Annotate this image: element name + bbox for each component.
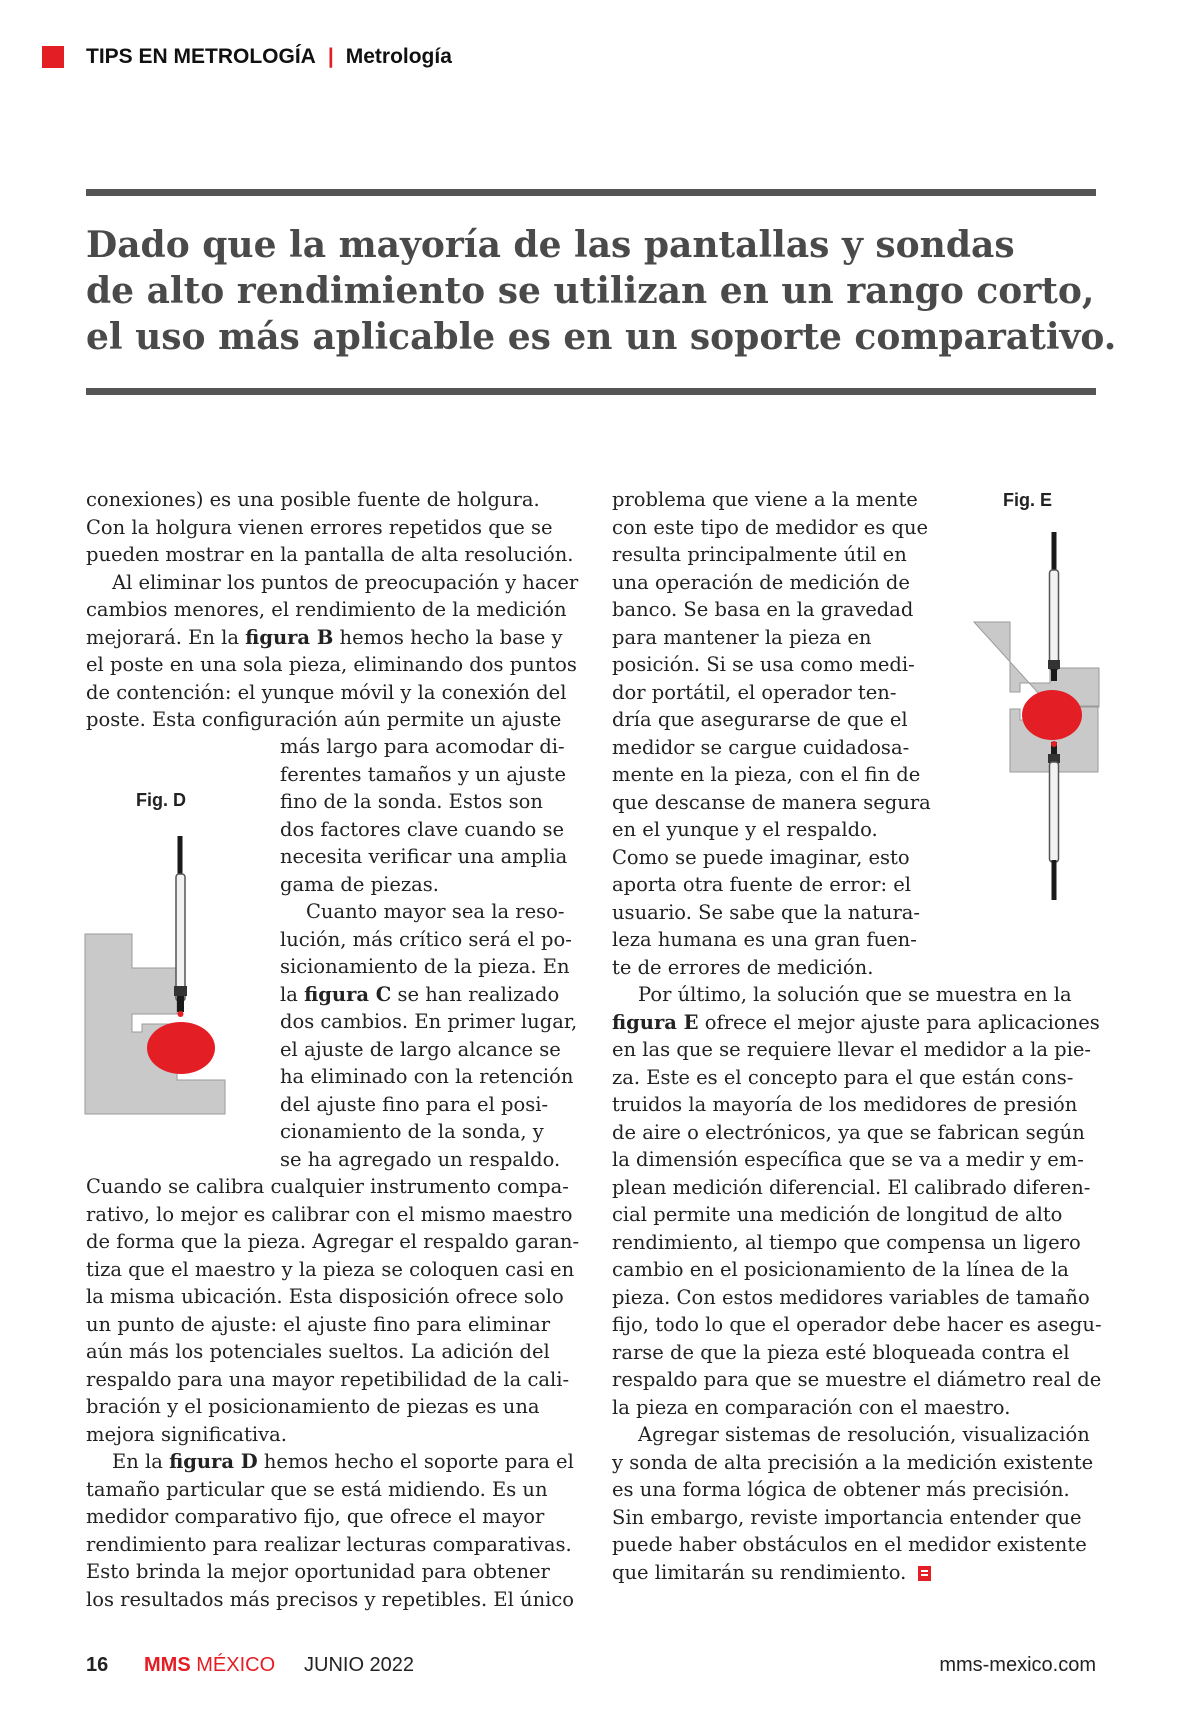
- figure-e-reference: figura E: [612, 1010, 699, 1034]
- figure-d-reference: figura D: [169, 1450, 258, 1473]
- text-span: que limitarán su rendimiento.: [612, 1560, 907, 1584]
- text-line: Esto brinda la mejor oportunidad para obtener: [86, 1560, 550, 1583]
- website-url: mms-mexico.com: [939, 1654, 1096, 1676]
- workpiece: [1022, 690, 1082, 740]
- pullquote-top-rule: [86, 189, 1096, 196]
- text-line: el ajuste de largo alcance se: [280, 1037, 561, 1061]
- text-line: rativo, lo mejor es calibrar con el mismo maestro: [86, 1202, 573, 1226]
- pullquote-line: de alto rendimiento se utilizan en un rango corto,: [86, 270, 1095, 312]
- text-line: cionamiento de la sonda, y: [280, 1120, 544, 1143]
- text-line: y sonda de alta precisión a la medición existente: [612, 1450, 1094, 1474]
- text-line: [612, 1559, 1112, 1587]
- upper-probe-collar: [1048, 660, 1060, 669]
- pullquote-line: el uso más aplicable es en un soporte comparativo.: [86, 316, 1117, 358]
- text-line: que descanse de manera segura: [612, 790, 931, 814]
- brand-bold: MMS: [144, 1654, 191, 1676]
- page-footer: [86, 1654, 1096, 1684]
- text-span: hemos hecho el soporte para el: [263, 1450, 574, 1473]
- text-line: ha eliminado con la retención: [280, 1065, 574, 1088]
- text-line: medidor se cargue cuidadosa-: [612, 735, 910, 759]
- probe-body: [176, 874, 185, 1001]
- text-line: dor portátil, el operador ten-: [612, 680, 897, 704]
- text-line: Por último, la solución que se muestra en la: [638, 983, 1072, 1006]
- text-line: rendimiento, al tiempo que compensa un ligero: [612, 1230, 1081, 1254]
- text-line: la pieza en comparación con el maestro.: [612, 1395, 1011, 1419]
- text-line: cial permite una medición de longitud de alto: [612, 1203, 1063, 1226]
- text-line: [86, 624, 586, 652]
- text-line: dos cambios. En primer lugar,: [280, 1010, 578, 1033]
- text-line: truidos la mayoría de los medidores de presión: [612, 1093, 1078, 1116]
- text-line: medidor comparativo fijo, que ofrece el mayor: [86, 1505, 545, 1528]
- text-line: Agregar sistemas de resolución, visualización: [638, 1423, 1090, 1446]
- text-line: los resultados más precisos y repetibles. El único: [86, 1587, 575, 1611]
- text-line: la misma ubicación. Esta disposición ofrece solo: [86, 1285, 564, 1308]
- text-line: Con la holgura vienen errores repetidos que se: [86, 515, 553, 539]
- text-line: necesita verificar una amplia: [280, 845, 568, 868]
- text-line: para mantener la pieza en: [612, 625, 872, 649]
- text-line: un punto de ajuste: el ajuste fino para eliminar: [86, 1312, 551, 1336]
- text-line: te de errores de medición.: [612, 955, 874, 979]
- text-line: conexiones) es una posible fuente de holgura.: [86, 488, 540, 511]
- text-span: mejorará. En la: [86, 625, 239, 649]
- text-line: pueden mostrar en la pantalla de alta resolución.: [86, 543, 574, 566]
- text-line: respaldo para una mayor repetibilidad de la cali-: [86, 1367, 570, 1391]
- header-category: Metrología: [345, 45, 452, 68]
- text-span: hemos hecho la base y: [339, 625, 563, 649]
- section-marker-icon: [42, 46, 64, 68]
- text-line: [86, 1448, 586, 1476]
- gauge-frame: [85, 934, 225, 1114]
- lower-probe-body: [1050, 762, 1059, 862]
- text-line: una operación de medición de: [612, 570, 910, 594]
- text-line: cambio en el posicionamiento de la línea de la: [612, 1258, 1069, 1281]
- text-line: fino de la sonda. Estos son: [280, 790, 543, 813]
- end-of-article-icon: [918, 1566, 931, 1581]
- probe-contact: [178, 1011, 184, 1017]
- text-line: el poste en una sola pieza, eliminando dos puntos: [86, 653, 577, 676]
- text-line: de forma que la pieza. Agregar el respaldo garan-: [86, 1230, 580, 1253]
- text-line: rendimiento para realizar lecturas comparativas.: [86, 1532, 572, 1556]
- text-line: za. Este es el concepto para el que están cons-: [612, 1065, 1074, 1089]
- text-line: usuario. Se sabe que la natura-: [612, 900, 921, 924]
- text-line: resulta principalmente útil en: [612, 543, 907, 566]
- figure-c-reference: figura C: [304, 982, 392, 1006]
- text-line: tamaño particular que se está midiendo. Es un: [86, 1477, 548, 1501]
- issue-date: JUNIO 2022: [304, 1654, 415, 1676]
- text-line: de aire o electrónicos, ya que se fabrican según: [612, 1120, 1085, 1144]
- text-line: la dimensión específica que se va a medir y em-: [612, 1148, 1084, 1171]
- text-line: Al eliminar los puntos de preocupación y hacer: [112, 570, 579, 594]
- text-line: rarse de que la pieza esté bloqueada contra el: [612, 1340, 1070, 1364]
- text-line: posición. Si se usa como medi-: [612, 653, 915, 676]
- text-line: del ajuste fino para el posi-: [280, 1092, 549, 1116]
- upper-probe-body: [1050, 570, 1059, 670]
- header-section: TIPS EN METROLOGÍA: [86, 45, 316, 68]
- text-span: ofrece el mejor ajuste para aplicaciones: [704, 1010, 1100, 1034]
- footer-brand: [144, 1654, 275, 1677]
- text-line: Cuanto mayor sea la reso-: [306, 900, 565, 923]
- text-line: leza humana es una gran fuen-: [612, 928, 917, 951]
- figure-e-illustration: [972, 532, 1102, 902]
- text-line: es una forma lógica de obtener más precisión.: [612, 1478, 1070, 1501]
- text-line: con este tipo de medidor es que: [612, 515, 929, 539]
- text-line: Como se puede imaginar, esto: [612, 845, 910, 869]
- figure-d-illustration: [84, 836, 230, 1126]
- text-line: respaldo para que se muestre el diámetro real de: [612, 1368, 1102, 1391]
- probe-tip: [177, 996, 184, 1012]
- text-line: puede haber obstáculos en el medidor existente: [612, 1533, 1087, 1556]
- probe-collar: [174, 986, 187, 996]
- text-line: problema que viene a la mente: [612, 488, 918, 511]
- text-line: aún más los potenciales sueltos. La adición del: [86, 1340, 550, 1363]
- running-header: [42, 40, 452, 74]
- text-line: mente en la pieza, con el fin de: [612, 763, 921, 786]
- text-span: la: [280, 982, 298, 1006]
- left-column-top: [86, 486, 586, 734]
- upper-probe-tip: [1051, 669, 1057, 681]
- figure-d-label: Fig. D: [136, 790, 186, 810]
- text-line: se ha agregado un respaldo.: [280, 1147, 561, 1171]
- lower-probe-contact: [1051, 741, 1057, 747]
- text-line: tiza que el maestro y la pieza se coloquen casi en: [86, 1257, 575, 1281]
- text-line: banco. Se basa en la gravedad: [612, 598, 914, 621]
- text-line: bración y el posicionamiento de piezas es una: [86, 1395, 540, 1418]
- text-line: más largo para acomodar di-: [280, 735, 565, 758]
- text-line: gama de piezas.: [280, 872, 440, 896]
- text-span: En la: [112, 1450, 163, 1473]
- text-span: se han realizado: [397, 982, 560, 1006]
- brand-light: MÉXICO: [196, 1654, 276, 1676]
- text-line: ferentes tamaños y un ajuste: [280, 762, 566, 786]
- header-separator: |: [327, 45, 334, 68]
- pullquote-bottom-rule: [86, 388, 1096, 395]
- text-line: cambios menores, el rendimiento de la medición: [86, 598, 567, 621]
- left-column-middle: [280, 733, 586, 1173]
- text-line: Cuando se calibra cualquier instrumento compa-: [86, 1175, 569, 1198]
- text-line: en las que se requiere llevar el medidor a la pie-: [612, 1038, 1092, 1061]
- pullquote-line: Dado que la mayoría de las pantallas y sondas: [86, 224, 1015, 266]
- text-line: de contención: el yunque móvil y la conexión del: [86, 680, 567, 704]
- text-line: pieza. Con estos medidores variables de tamaño: [612, 1285, 1090, 1309]
- text-line: plean medición diferencial. El calibrado diferen-: [612, 1175, 1091, 1199]
- text-line: lución, más crítico será el po-: [280, 927, 572, 951]
- left-column-lower: [86, 1173, 586, 1613]
- text-line: [280, 981, 586, 1009]
- figure-e-label: Fig. E: [1003, 490, 1052, 510]
- workpiece: [147, 1022, 215, 1074]
- text-line: Sin embargo, reviste importancia entender que: [612, 1505, 1082, 1529]
- pullquote: [86, 222, 1117, 360]
- text-line: en el yunque y el respaldo.: [612, 818, 878, 841]
- text-line: dos factores clave cuando se: [280, 817, 565, 841]
- figure-b-reference: figura B: [245, 625, 334, 649]
- page-number: 16: [86, 1654, 109, 1676]
- text-line: aporta otra fuente de error: el: [612, 873, 912, 896]
- text-line: dría que asegurarse de que el: [612, 708, 908, 731]
- right-column-top: [612, 486, 931, 981]
- text-line: mejora significativa.: [86, 1422, 287, 1446]
- text-line: fijo, todo lo que el operador debe hacer es asegu-: [612, 1313, 1102, 1336]
- text-line: [612, 1009, 1112, 1037]
- text-line: sicionamiento de la pieza. En: [280, 955, 570, 978]
- text-line: poste. Esta configuración aún permite un ajuste: [86, 708, 562, 731]
- right-column-lower: [612, 981, 1112, 1586]
